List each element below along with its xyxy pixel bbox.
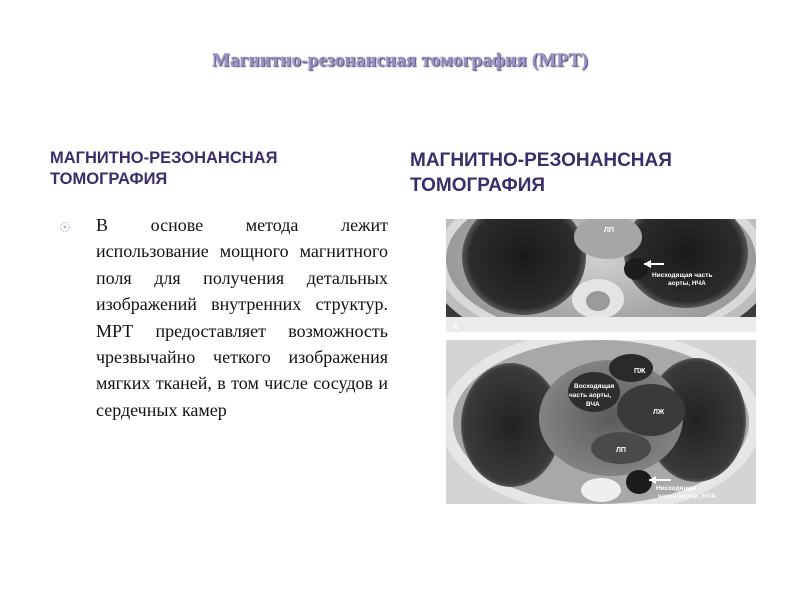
mri-top-label-a: A (452, 322, 458, 331)
mri-bottom-label-asc-2: часть аорты, (569, 392, 611, 399)
mri-bottom-label-lp: ЛП (616, 447, 626, 454)
mri-bottom-label-asc-1: Восходящая (574, 383, 615, 390)
mri-bottom-label-lzh: ЛЖ (653, 409, 665, 416)
right-column-heading: МАГНИТНО-РЕЗОНАНСНАЯ ТОМОГРАФИЯ (410, 150, 672, 196)
left-column-heading: МАГНИТНО-РЕЗОНАНСНАЯ ТОМОГРАФИЯ (50, 149, 278, 188)
dotted-circle-bullet-icon (59, 221, 71, 233)
mri-top-label-desc-1: Нисходящая часть (652, 272, 713, 279)
mri-bottom-label-pzh: ПЖ (634, 368, 646, 375)
body-paragraph: В основе метода лежит использование мощного магнитного поля для получения детальных изображений внутренних структур. МРТ предоставляет возможность чрезвычайно четкого изображения мягких тканей, в том числе сосудов и сердечных камер (96, 215, 388, 420)
mri-top-label-desc-2: аорты, НЧА (668, 280, 706, 287)
slide-title: Магнитно-резонансная томография (МРТ) (211, 50, 589, 71)
mri-bottom-label-desc-1: Нисходящая (656, 485, 697, 492)
mri-bottom-label-desc-2: часть аорты, НЧА (658, 493, 716, 500)
mri-scan-bottom (446, 340, 756, 504)
mri-top-label-lp: ЛП (604, 227, 614, 234)
mri-scan-top (446, 219, 756, 332)
mri-bottom-label-asc-3: ВЧА (586, 401, 600, 408)
